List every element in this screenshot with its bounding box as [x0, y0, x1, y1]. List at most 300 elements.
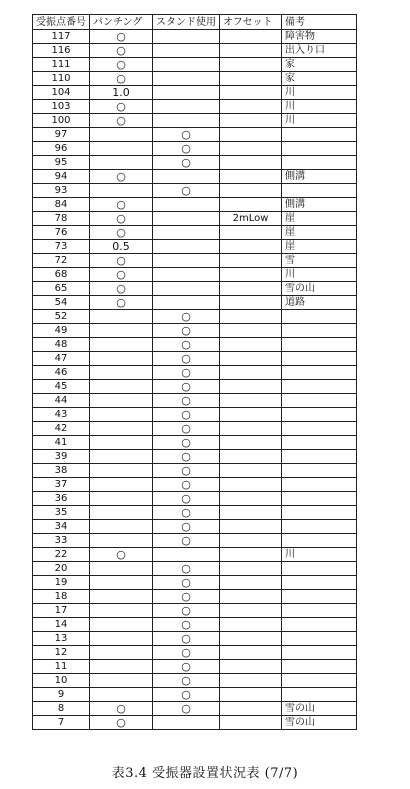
- remarks-cell: [282, 422, 357, 436]
- stand-use-cell: [153, 282, 220, 296]
- remarks-cell: [282, 618, 357, 632]
- punching-cell: [90, 142, 153, 156]
- punching-cell: ○: [90, 170, 153, 184]
- remarks-cell: [282, 646, 357, 660]
- table-row: [33, 226, 357, 240]
- receiver-id-cell: 35: [33, 506, 90, 520]
- offset-cell: [220, 674, 282, 688]
- receiver-id-cell: 22: [33, 548, 90, 562]
- receiver-id-cell: 93: [33, 184, 90, 198]
- punching-cell: [90, 338, 153, 352]
- punching-cell: [90, 646, 153, 660]
- remarks-cell: [282, 506, 357, 520]
- offset-cell: [220, 72, 282, 86]
- receiver-id-cell: 33: [33, 534, 90, 548]
- remarks-cell: 家: [282, 72, 357, 86]
- remarks-cell: [282, 142, 357, 156]
- receiver-id-cell: 73: [33, 240, 90, 254]
- stand-use-cell: ○: [153, 352, 220, 366]
- table-row: [33, 464, 357, 478]
- receiver-id-cell: 100: [33, 114, 90, 128]
- stand-use-cell: [153, 548, 220, 562]
- punching-cell: ○: [90, 268, 153, 282]
- punching-cell: [90, 366, 153, 380]
- offset-cell: [220, 86, 282, 100]
- stand-use-cell: ○: [153, 506, 220, 520]
- stand-use-cell: ○: [153, 492, 220, 506]
- remarks-cell: [282, 660, 357, 674]
- receiver-id-cell: 117: [33, 30, 90, 44]
- punching-cell: [90, 324, 153, 338]
- stand-use-cell: ○: [153, 128, 220, 142]
- remarks-cell: 家: [282, 58, 357, 72]
- receiver-id-cell: 111: [33, 58, 90, 72]
- stand-use-cell: [153, 170, 220, 184]
- receiver-id-cell: 65: [33, 282, 90, 296]
- offset-cell: [220, 296, 282, 310]
- remarks-cell: 雪の山: [282, 282, 357, 296]
- punching-cell: ○: [90, 296, 153, 310]
- punching-cell: ○: [90, 702, 153, 716]
- receiver-id-cell: 68: [33, 268, 90, 282]
- remarks-cell: [282, 520, 357, 534]
- receiver-id-cell: 110: [33, 72, 90, 86]
- offset-cell: [220, 450, 282, 464]
- remarks-cell: 崖: [282, 226, 357, 240]
- punching-cell: [90, 422, 153, 436]
- remarks-cell: 雪の山: [282, 702, 357, 716]
- receiver-id-cell: 9: [33, 688, 90, 702]
- table-row: [33, 352, 357, 366]
- remarks-cell: [282, 632, 357, 646]
- punching-cell: [90, 394, 153, 408]
- remarks-cell: [282, 492, 357, 506]
- punching-cell: [90, 464, 153, 478]
- table-row: [33, 702, 357, 716]
- offset-cell: [220, 226, 282, 240]
- table-row: [33, 422, 357, 436]
- remarks-cell: [282, 310, 357, 324]
- remarks-cell: 出入り口: [282, 44, 357, 58]
- remarks-cell: 崖: [282, 212, 357, 226]
- table-row: [33, 58, 357, 72]
- stand-use-cell: [153, 226, 220, 240]
- remarks-cell: [282, 590, 357, 604]
- receiver-id-cell: 54: [33, 296, 90, 310]
- stand-use-cell: ○: [153, 408, 220, 422]
- receiver-id-cell: 19: [33, 576, 90, 590]
- punching-cell: [90, 128, 153, 142]
- punching-cell: [90, 534, 153, 548]
- stand-use-cell: [153, 58, 220, 72]
- offset-cell: [220, 44, 282, 58]
- offset-cell: [220, 716, 282, 730]
- remarks-cell: [282, 128, 357, 142]
- punching-cell: [90, 618, 153, 632]
- punching-cell: [90, 380, 153, 394]
- remarks-cell: [282, 450, 357, 464]
- receiver-id-cell: 76: [33, 226, 90, 240]
- punching-cell: [90, 478, 153, 492]
- receiver-id-cell: 12: [33, 646, 90, 660]
- stand-use-cell: [153, 100, 220, 114]
- table-row: [33, 100, 357, 114]
- stand-use-cell: ○: [153, 156, 220, 170]
- table-row: [33, 254, 357, 268]
- header-punching: パンチング: [90, 15, 153, 30]
- punching-cell: ○: [90, 30, 153, 44]
- table-row: [33, 408, 357, 422]
- table-row: [33, 380, 357, 394]
- receiver-id-cell: 43: [33, 408, 90, 422]
- punching-cell: ○: [90, 548, 153, 562]
- offset-cell: [220, 30, 282, 44]
- table-row: [33, 450, 357, 464]
- stand-use-cell: ○: [153, 646, 220, 660]
- header-remarks: 備考: [282, 15, 357, 30]
- stand-use-cell: [153, 296, 220, 310]
- table-row: [33, 716, 357, 730]
- offset-cell: [220, 268, 282, 282]
- offset-cell: [220, 240, 282, 254]
- table-row: [33, 170, 357, 184]
- punching-cell: ○: [90, 716, 153, 730]
- offset-cell: [220, 156, 282, 170]
- punching-cell: [90, 590, 153, 604]
- stand-use-cell: ○: [153, 520, 220, 534]
- offset-cell: [220, 352, 282, 366]
- table-row: [33, 632, 357, 646]
- punching-cell: [90, 660, 153, 674]
- offset-cell: [220, 590, 282, 604]
- offset-cell: [220, 380, 282, 394]
- stand-use-cell: [153, 268, 220, 282]
- table-row: [33, 268, 357, 282]
- offset-cell: [220, 548, 282, 562]
- punching-cell: [90, 436, 153, 450]
- table-row: [33, 590, 357, 604]
- receiver-id-cell: 84: [33, 198, 90, 212]
- header-stand-use: スタンド使用: [153, 15, 220, 30]
- stand-use-cell: [153, 212, 220, 226]
- punching-cell: [90, 184, 153, 198]
- table-row: [33, 688, 357, 702]
- punching-cell: ○: [90, 44, 153, 58]
- remarks-cell: 雪の山: [282, 716, 357, 730]
- offset-cell: [220, 646, 282, 660]
- receiver-id-cell: 7: [33, 716, 90, 730]
- stand-use-cell: ○: [153, 380, 220, 394]
- remarks-cell: [282, 184, 357, 198]
- table-row: [33, 114, 357, 128]
- offset-cell: [220, 324, 282, 338]
- remarks-cell: [282, 352, 357, 366]
- stand-use-cell: ○: [153, 450, 220, 464]
- stand-use-cell: ○: [153, 632, 220, 646]
- punching-cell: [90, 310, 153, 324]
- remarks-cell: [282, 338, 357, 352]
- remarks-cell: [282, 156, 357, 170]
- offset-cell: [220, 478, 282, 492]
- punching-cell: [90, 604, 153, 618]
- offset-cell: [220, 394, 282, 408]
- table-row: [33, 44, 357, 58]
- punching-cell: [90, 352, 153, 366]
- header-receiver-id: 受振点番号: [33, 15, 90, 30]
- table-row: [33, 618, 357, 632]
- stand-use-cell: [153, 716, 220, 730]
- table-row: [33, 282, 357, 296]
- receiver-id-cell: 42: [33, 422, 90, 436]
- stand-use-cell: ○: [153, 142, 220, 156]
- stand-use-cell: ○: [153, 562, 220, 576]
- stand-use-cell: ○: [153, 478, 220, 492]
- remarks-cell: [282, 464, 357, 478]
- stand-use-cell: [153, 198, 220, 212]
- table-caption: 表3.4 受振器設置状況表 (7/7): [111, 766, 299, 781]
- offset-cell: [220, 492, 282, 506]
- receiver-id-cell: 45: [33, 380, 90, 394]
- table-row: [33, 296, 357, 310]
- offset-cell: [220, 142, 282, 156]
- receiver-id-cell: 103: [33, 100, 90, 114]
- punching-cell: ○: [90, 58, 153, 72]
- remarks-cell: 障害物: [282, 30, 357, 44]
- table-row: [33, 436, 357, 450]
- table-row: [33, 562, 357, 576]
- table-row: [33, 128, 357, 142]
- table-row: [33, 478, 357, 492]
- table-row: [33, 184, 357, 198]
- table-row: [33, 30, 357, 44]
- remarks-cell: [282, 380, 357, 394]
- remarks-cell: 崖: [282, 240, 357, 254]
- table-row: [33, 394, 357, 408]
- punching-cell: [90, 506, 153, 520]
- offset-cell: [220, 464, 282, 478]
- table-row: [33, 604, 357, 618]
- punching-cell: [90, 562, 153, 576]
- table-row: [33, 198, 357, 212]
- stand-use-cell: ○: [153, 604, 220, 618]
- stand-use-cell: ○: [153, 184, 220, 198]
- punching-cell: 1.0: [90, 86, 153, 100]
- receiver-id-cell: 38: [33, 464, 90, 478]
- offset-cell: [220, 604, 282, 618]
- remarks-cell: 側溝: [282, 170, 357, 184]
- punching-cell: 0.5: [90, 240, 153, 254]
- offset-cell: [220, 282, 282, 296]
- receiver-id-cell: 11: [33, 660, 90, 674]
- remarks-cell: [282, 366, 357, 380]
- offset-cell: [220, 562, 282, 576]
- table-row: [33, 520, 357, 534]
- stand-use-cell: [153, 86, 220, 100]
- receiver-id-cell: 17: [33, 604, 90, 618]
- header-row: [33, 15, 357, 30]
- receiver-id-cell: 20: [33, 562, 90, 576]
- punching-cell: ○: [90, 72, 153, 86]
- table-row: [33, 156, 357, 170]
- stand-use-cell: [153, 114, 220, 128]
- table-row: [33, 212, 357, 226]
- stand-use-cell: ○: [153, 324, 220, 338]
- receiver-id-cell: 94: [33, 170, 90, 184]
- offset-cell: [220, 198, 282, 212]
- receiver-id-cell: 36: [33, 492, 90, 506]
- offset-cell: [220, 660, 282, 674]
- table-row: [33, 534, 357, 548]
- receiver-id-cell: 41: [33, 436, 90, 450]
- punching-cell: [90, 450, 153, 464]
- offset-cell: [220, 618, 282, 632]
- offset-cell: [220, 688, 282, 702]
- table-row: [33, 646, 357, 660]
- offset-cell: [220, 422, 282, 436]
- offset-cell: [220, 408, 282, 422]
- punching-cell: ○: [90, 198, 153, 212]
- punching-cell: [90, 492, 153, 506]
- table-row: [33, 240, 357, 254]
- receiver-id-cell: 44: [33, 394, 90, 408]
- stand-use-cell: ○: [153, 576, 220, 590]
- receiver-id-cell: 49: [33, 324, 90, 338]
- receiver-id-cell: 78: [33, 212, 90, 226]
- table-row: [33, 674, 357, 688]
- offset-cell: [220, 576, 282, 590]
- stand-use-cell: [153, 44, 220, 58]
- receiver-id-cell: 96: [33, 142, 90, 156]
- table-row: [33, 492, 357, 506]
- stand-use-cell: ○: [153, 366, 220, 380]
- offset-cell: [220, 170, 282, 184]
- remarks-cell: 川: [282, 548, 357, 562]
- stand-use-cell: ○: [153, 674, 220, 688]
- offset-cell: [220, 534, 282, 548]
- punching-cell: [90, 688, 153, 702]
- stand-use-cell: [153, 240, 220, 254]
- stand-use-cell: ○: [153, 688, 220, 702]
- stand-use-cell: ○: [153, 310, 220, 324]
- receiver-id-cell: 37: [33, 478, 90, 492]
- remarks-cell: [282, 688, 357, 702]
- offset-cell: [220, 338, 282, 352]
- punching-cell: ○: [90, 100, 153, 114]
- punching-cell: [90, 576, 153, 590]
- table-row: [33, 576, 357, 590]
- stand-use-cell: [153, 254, 220, 268]
- receiver-id-cell: 47: [33, 352, 90, 366]
- offset-cell: 2mLow: [220, 212, 282, 226]
- receiver-id-cell: 48: [33, 338, 90, 352]
- table-row: [33, 366, 357, 380]
- receiver-id-cell: 8: [33, 702, 90, 716]
- punching-cell: [90, 156, 153, 170]
- receiver-id-cell: 13: [33, 632, 90, 646]
- remarks-cell: 雪: [282, 254, 357, 268]
- receiver-id-cell: 14: [33, 618, 90, 632]
- table-row: [33, 142, 357, 156]
- offset-cell: [220, 58, 282, 72]
- receiver-id-cell: 39: [33, 450, 90, 464]
- remarks-cell: 川: [282, 86, 357, 100]
- offset-cell: [220, 254, 282, 268]
- receiver-id-cell: 46: [33, 366, 90, 380]
- table-row: [33, 660, 357, 674]
- punching-cell: [90, 408, 153, 422]
- table-row: [33, 506, 357, 520]
- offset-cell: [220, 100, 282, 114]
- table-row: [33, 310, 357, 324]
- receiver-id-cell: 18: [33, 590, 90, 604]
- receiver-id-cell: 52: [33, 310, 90, 324]
- offset-cell: [220, 520, 282, 534]
- offset-cell: [220, 702, 282, 716]
- remarks-cell: 川: [282, 268, 357, 282]
- remarks-cell: [282, 562, 357, 576]
- remarks-cell: [282, 604, 357, 618]
- table-row: [33, 72, 357, 86]
- table-row: [33, 324, 357, 338]
- remarks-cell: [282, 324, 357, 338]
- punching-cell: [90, 632, 153, 646]
- remarks-cell: [282, 674, 357, 688]
- offset-cell: [220, 184, 282, 198]
- stand-use-cell: ○: [153, 618, 220, 632]
- offset-cell: [220, 128, 282, 142]
- table-row: [33, 86, 357, 100]
- remarks-cell: [282, 394, 357, 408]
- receiver-id-cell: 34: [33, 520, 90, 534]
- receiver-id-cell: 95: [33, 156, 90, 170]
- stand-use-cell: ○: [153, 464, 220, 478]
- table-row: [33, 548, 357, 562]
- offset-cell: [220, 632, 282, 646]
- stand-use-cell: ○: [153, 422, 220, 436]
- offset-cell: [220, 506, 282, 520]
- stand-use-cell: ○: [153, 534, 220, 548]
- stand-use-cell: ○: [153, 660, 220, 674]
- header-offset: オフセット: [220, 15, 282, 30]
- stand-use-cell: ○: [153, 590, 220, 604]
- stand-use-cell: ○: [153, 394, 220, 408]
- remarks-cell: 川: [282, 114, 357, 128]
- remarks-cell: 川: [282, 100, 357, 114]
- remarks-cell: [282, 534, 357, 548]
- punching-cell: [90, 674, 153, 688]
- punching-cell: ○: [90, 226, 153, 240]
- remarks-cell: 側溝: [282, 198, 357, 212]
- offset-cell: [220, 436, 282, 450]
- stand-use-cell: [153, 30, 220, 44]
- stand-use-cell: ○: [153, 436, 220, 450]
- punching-cell: ○: [90, 212, 153, 226]
- offset-cell: [220, 310, 282, 324]
- remarks-cell: [282, 478, 357, 492]
- remarks-cell: 道路: [282, 296, 357, 310]
- offset-cell: [220, 114, 282, 128]
- receiver-id-cell: 116: [33, 44, 90, 58]
- receiver-id-cell: 104: [33, 86, 90, 100]
- stand-use-cell: ○: [153, 702, 220, 716]
- remarks-cell: [282, 576, 357, 590]
- table-row: [33, 338, 357, 352]
- table-body: [33, 30, 357, 730]
- punching-cell: ○: [90, 254, 153, 268]
- installation-status-table: [32, 14, 357, 730]
- stand-use-cell: ○: [153, 338, 220, 352]
- receiver-id-cell: 10: [33, 674, 90, 688]
